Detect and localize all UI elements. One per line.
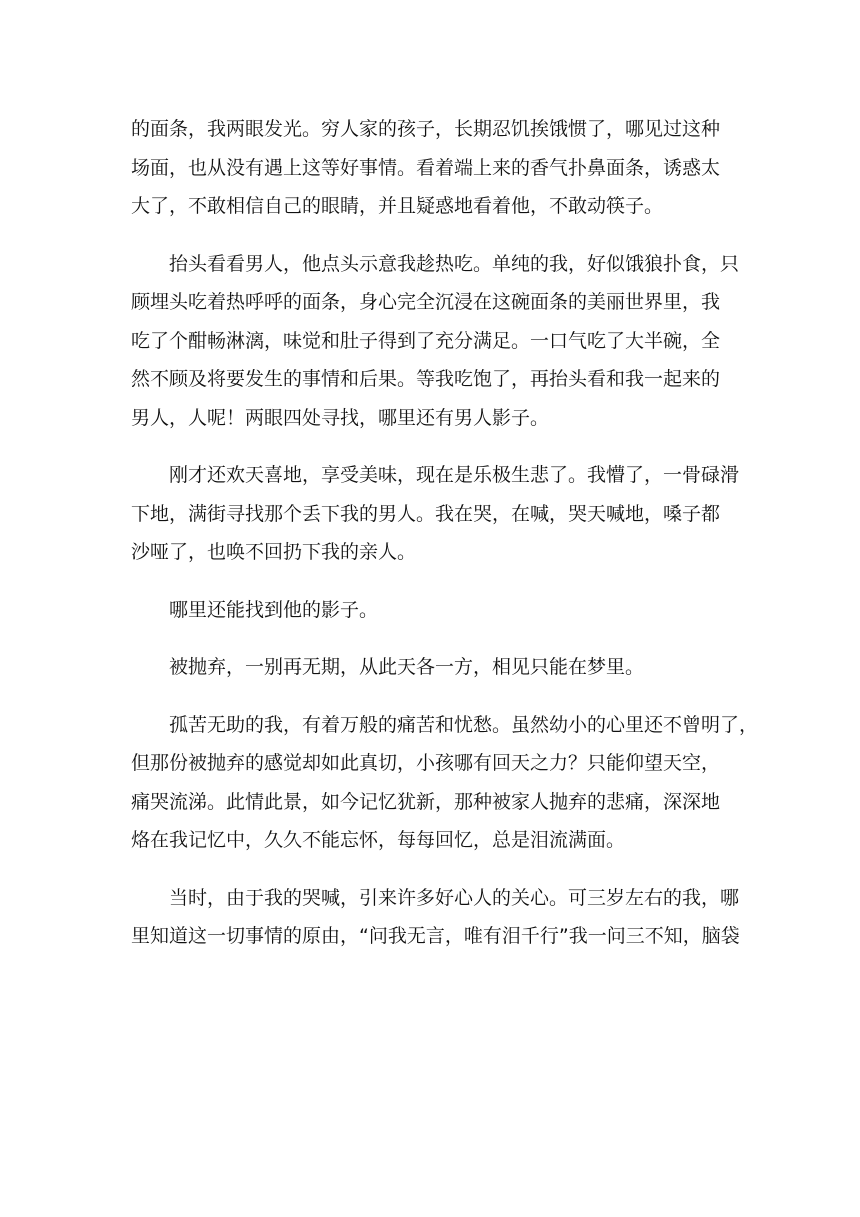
text-line: 刚才还欢天喜地，享受美味，现在是乐极生悲了。我懵了，一骨碌滑 bbox=[169, 464, 740, 486]
text-line: 孤苦无助的我，有着万般的痛苦和忧愁。虽然幼小的心里还不曾明了， bbox=[169, 713, 759, 736]
text-line: 大了，不敢相信自己的眼睛，并且疑惑地看着他，不敢动筷子。 bbox=[131, 195, 664, 217]
text-line: 顾埋头吃着热呼呼的面条，身心完全沉浸在这碗面条的美丽世界里，我 bbox=[131, 291, 721, 313]
text-line: 里知道这一切事情的原由，“问我无言，唯有泪千行”我一问三不知，脑袋 bbox=[131, 925, 740, 947]
paragraph-1 bbox=[131, 110, 731, 226]
text-line: 然不顾及将要发生的事情和后果。等我吃饱了，再抬头看和我一起来的 bbox=[131, 368, 721, 390]
paragraph-2 bbox=[131, 245, 740, 438]
text-line: 场面，也从没有遇上这等好事情。看着端上来的香气扑鼻面条，诱惑太 bbox=[131, 156, 721, 179]
text-line: 被抛弃，一别再无期，从此天各一方，相见只能在梦里。 bbox=[169, 656, 645, 678]
text-line: 下地，满街寻找那个丢下我的男人。我在哭，在喊，哭天喊地，嗓子都 bbox=[131, 502, 721, 525]
text-line: 烙在我记忆中，久久不能忘怀，每每回忆，总是泪流满面。 bbox=[131, 829, 626, 851]
paragraph-6 bbox=[131, 706, 759, 860]
document-body bbox=[131, 110, 759, 975]
paragraph-4 bbox=[131, 591, 731, 630]
text-line: 当时，由于我的哭喊，引来许多好心人的关心。可三岁左右的我，哪 bbox=[169, 886, 740, 909]
text-line: 但那份被抛弃的感觉却如此真切，小孩哪有回天之力？只能仰望天空， bbox=[131, 752, 721, 774]
text-line: 痛哭流涕。此情此景，如今记忆犹新，那种被家人抛弃的悲痛，深深地 bbox=[131, 790, 721, 813]
text-line: 哪里还能找到他的影子。 bbox=[169, 598, 379, 621]
text-line: 抬头看看男人，他点头示意我趁热吃。单纯的我，好似饿狼扑食，只 bbox=[169, 252, 740, 275]
text-line: 沙哑了，也唤不回扔下我的亲人。 bbox=[131, 541, 417, 563]
paragraph-3 bbox=[131, 456, 740, 572]
text-line: 吃了个酣畅淋漓，味觉和肚子得到了充分满足。一口气吃了大半碗，全 bbox=[131, 329, 721, 352]
paragraph-5 bbox=[131, 648, 731, 687]
text-line: 的面条，我两眼发光。穷人家的孩子，长期忍饥挨饿惯了，哪见过这种 bbox=[131, 118, 721, 140]
text-line: 男人，人呢！两眼四处寻找，哪里还有男人影子。 bbox=[131, 406, 550, 429]
paragraph-7 bbox=[131, 879, 740, 956]
